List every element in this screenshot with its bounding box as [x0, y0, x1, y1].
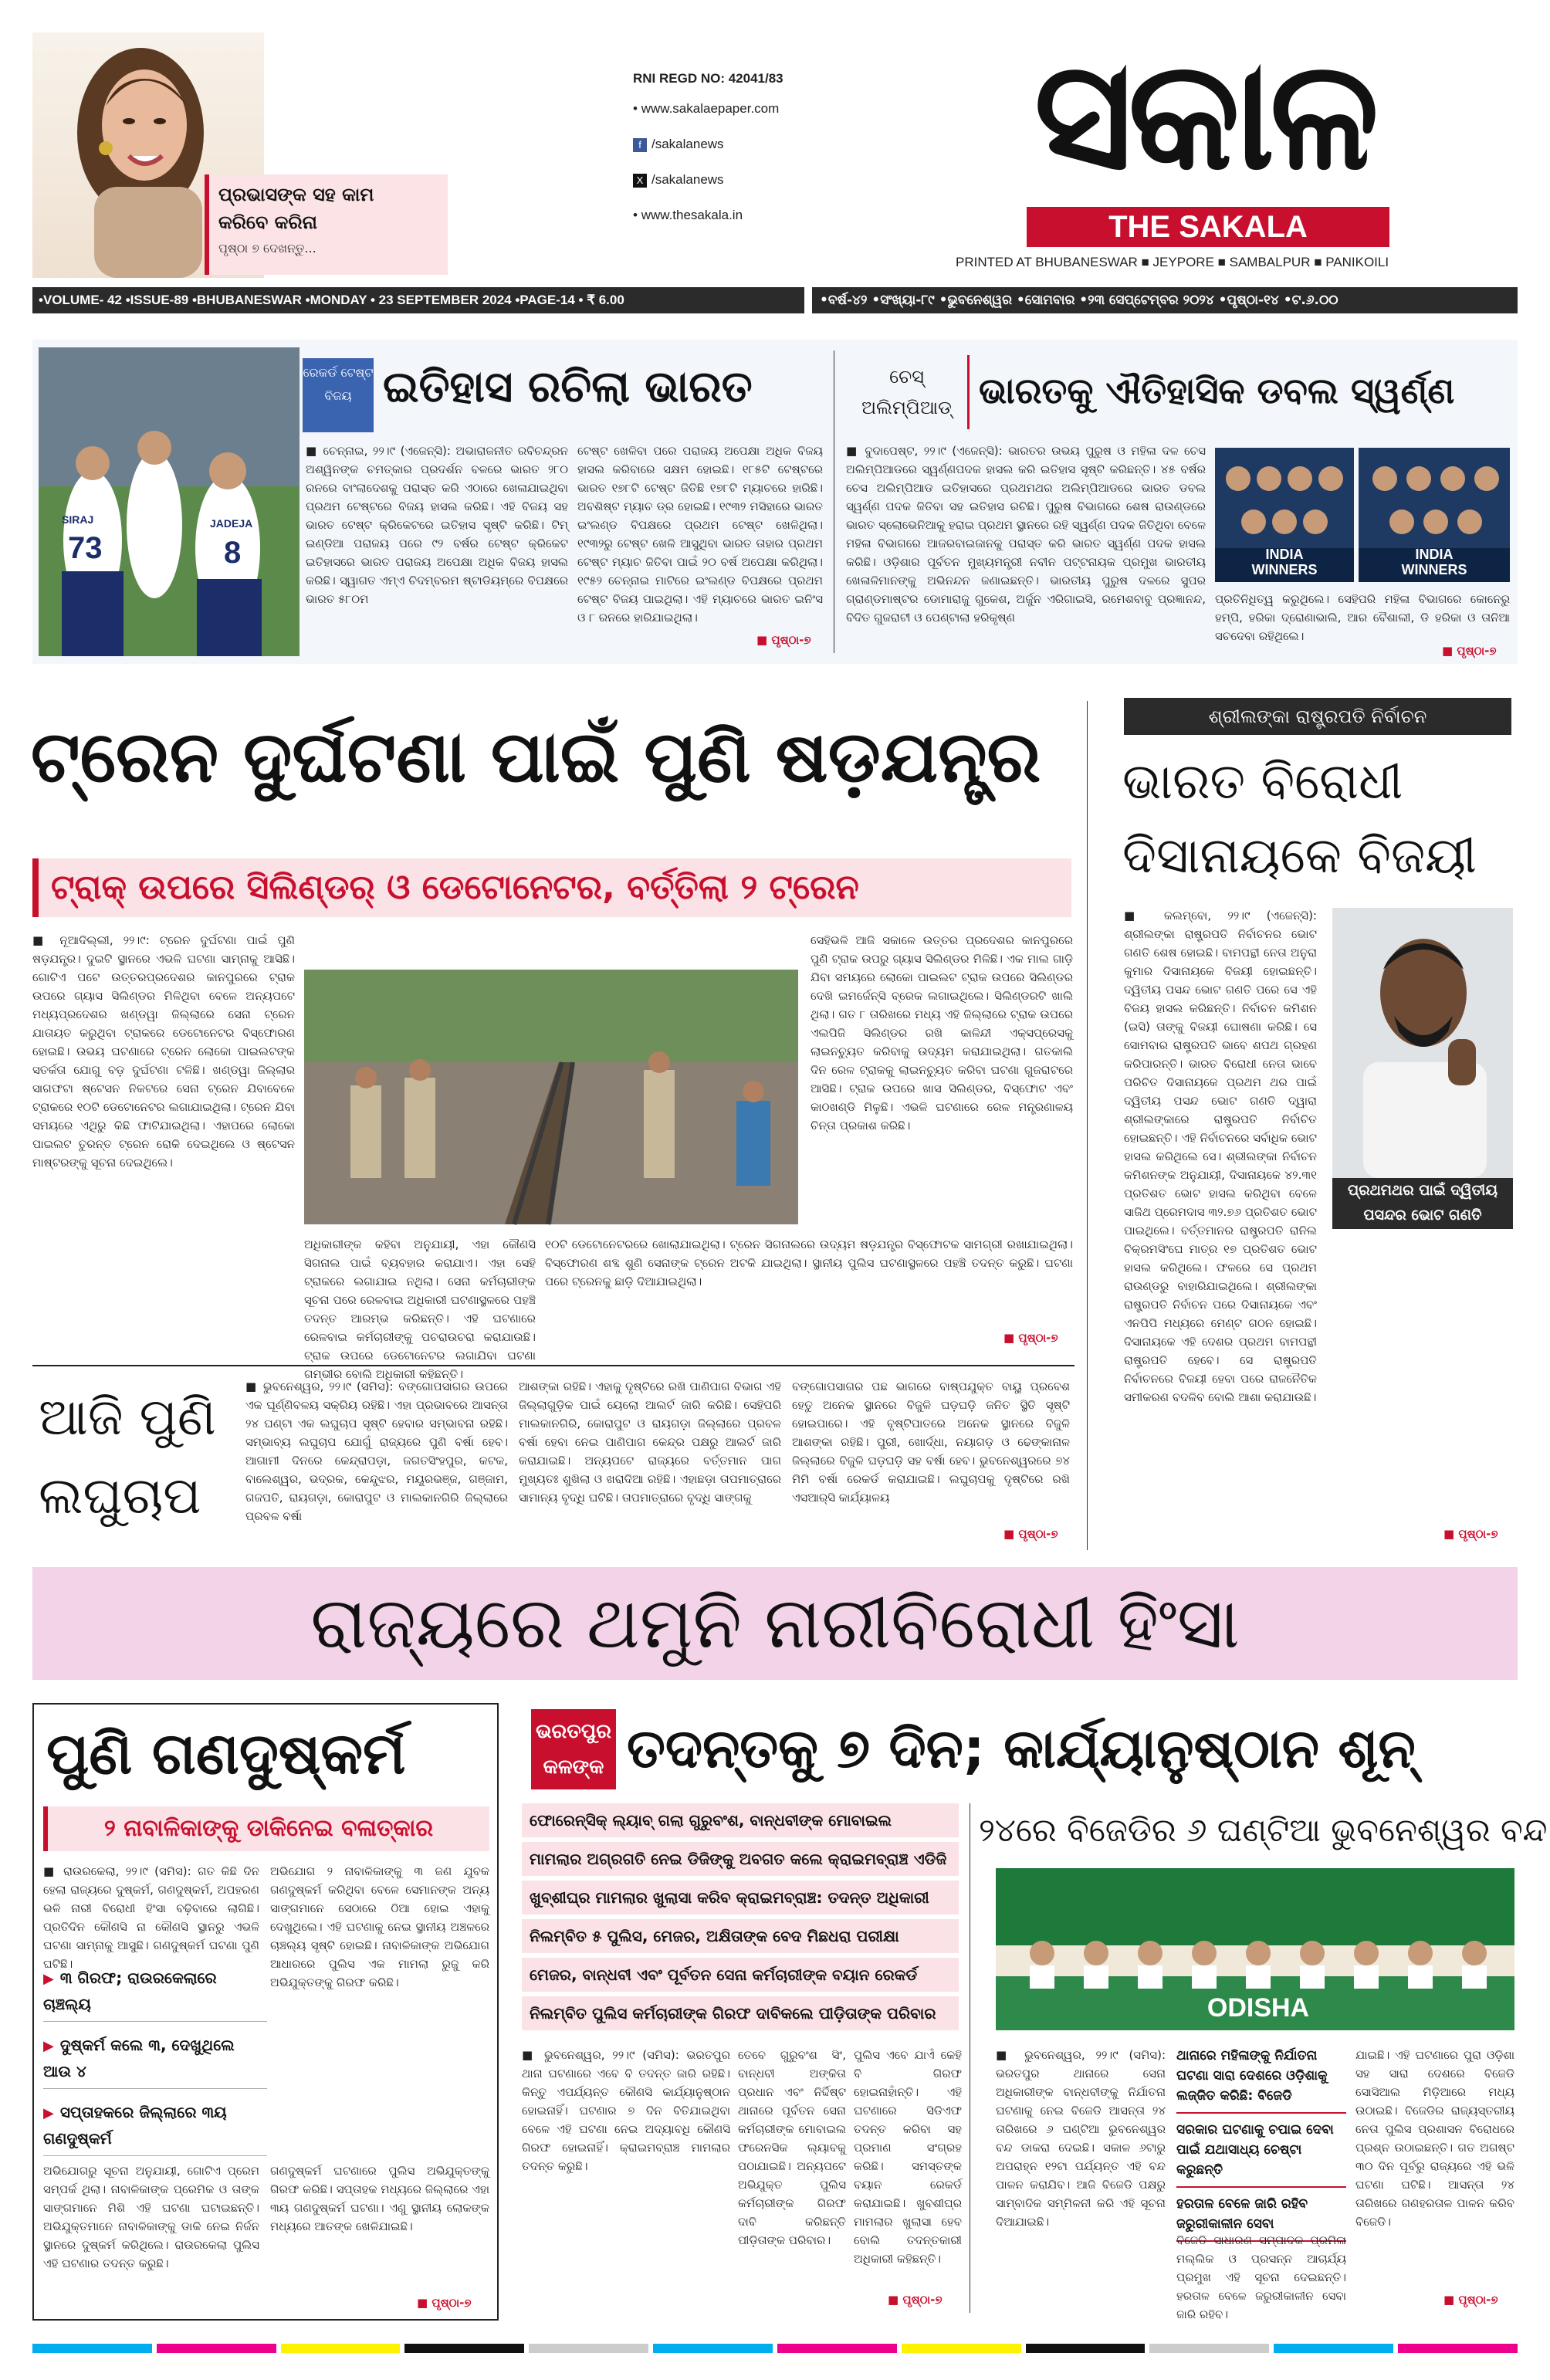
cricket-body-col1: ■ ଚେନ୍ନାଇ, ୨୨।୯ (ଏଜେନ୍ସି): ଅଭାରାଜନୀତ ରବିଚନ୍ଦ୍ରନ ଅଶ୍ୱିନଙ୍କ ଚମତ୍କାର ପ୍ରଦର୍ଶନ ବଳରେ ଭାରତ ୨୮୦ ରନରେ ବାଂଲାଦେଶକୁ ପରାସ୍ତ କରି ଏଠାରେ ଖେଳାଯାଇଥିବା ପ୍ରଥମ ଟେଷ୍ଟରେ ବିଜୟ ହାସଲ କରିଛି। ଏହି ବିଜୟ ସହ ଭାରତ ଟେଷ୍ଟ କ୍ରିକେଟରେ ଇତିହାସ ସୃଷ୍ଟି କରିଛି। ଟିମ୍ ଇଣ୍ଡିଆ ପରାଜୟ ପରେ ୯୨ ବର୍ଷର ଟେଷ୍ଟ କ୍ରିକେଟ ଇତିହାସରେ ଭାରତ ପରାଜୟ ଅପେକ୍ଷା ଅଧିକ ବିଜୟ ହାସଲ କରିଛି। ସ୍ୱାଗତ ଏମ୍‌ଏ ଚିଦମ୍ବରମ ଷ୍ଟାଡିୟମ୍‌ରେ ବିପକ୍ଷରେ ଭାରତ ୫୮୦ମ [306, 444, 568, 606]
srilanka-body: ■ କଲମ୍ବୋ, ୨୨।୯ (ଏଜେନ୍ସି): ଶ୍ରୀଲଙ୍କା ରାଷ୍ଟ୍ରପତି ନିର୍ବାଚନର ଭୋଟ ଗଣତି ଶେଷ ହୋଇଛି। ବାମପନ୍ଥୀ ନେତା ଅନୁରା କୁମାର ଦିସାନାୟକେ ବିଜୟୀ ହୋଇଛନ୍ତି। ଦ୍ୱିତୀୟ ପସନ୍ଦ ଭୋଟ ଗଣତି ପରେ ସେ ଏହି ବିଜୟ ହାସଲ କରିଛନ୍ତି। ନିର୍ବାଚନ କମିଶନ (ଇସି) ତାଙ୍କୁ ବିଜୟୀ ଘୋଷଣା କରିଛି। ସେ ସୋମବାର ରାଷ୍ଟ୍ରପତି ଭାବେ ଶପଥ ଗ୍ରହଣ କରିପାରନ୍ତି। ଭାରତ ବିରୋଧୀ ନେତା ଭାବେ ପରିଚିତ ଦିସାନାୟକେ ପ୍ରଥମ ଥର ପାଇଁ ଦ୍ୱିତୀୟ ପସନ୍ଦ ଭୋଟ ଗଣତି ଦ୍ୱାରା ଶ୍ରୀଲଙ୍କାରେ ରାଷ୍ଟ୍ରପତି ନିର୍ବାଚିତ ହୋଇଛନ୍ତି। ଏହି ନିର୍ବାଚନରେ ସର୍ବାଧିକ ଭୋଟ ହାସଲ କରିଥିଲେ ସେ। ଶ୍ରୀଲଙ୍କା ନିର୍ବାଚନ କମିଶନଙ୍କ ଅନୁଯାୟୀ, ଦିସାନାୟକେ ୪୨.୩୧ ପ୍ରତିଶତ ଭୋଟ ହାସଲ କରିଥିବା ବେଳେ ସାଜିଥ ପ୍ରେମଦାସ ୩୨.୭୬ ପ୍ରତିଶତ ଭୋଟ ପାଇଥିଲେ। ବର୍ତ୍ତମାନର ରାଷ୍ଟ୍ରପତି ରାନିଲ ବିକ୍ରମସିଂଘେ ମାତ୍ର ୧୭ ପ୍ରତିଶତ ଭୋଟ ହାସଲ କରିଥିଲେ। ଫଳରେ ସେ ପ୍ରଥମ ରାଉଣ୍ଡରୁ ବାହାରିଯାଇଥିଲେ। ଶ୍ରୀଲଙ୍କା ରାଷ୍ଟ୍ରପତି ନିର୍ବାଚନ ପରେ ଦିସାନାୟକେ ଏବଂ ଏନପିପି ମଧ୍ୟରେ ମେଣ୍ଟ ଗଠନ ହୋଇଛି। ଦିସାନାୟକେ ଏହି ଦେଶର ପ୍ରଥମ ବାମପନ୍ଥୀ ରାଷ୍ଟ୍ରପତି ହେବେ। ସେ ରାଷ୍ଟ୍ରପତି ନିର୍ବାଚନରେ ବିଜୟୀ ହେବା ପରେ ରାଜନୈତିକ ସମୀକରଣ ବଦଳିବ ବୋଲି ଆଶା କରାଯାଉଛି। [1124, 909, 1317, 1404]
bharatpur-col2: ତେବେ ଗୁରୁବଂଶ ସିଂ, ବାନ୍ଧବୀ ଅଙ୍କିତା ପ୍ରଧାନ ଏବଂ ନିର୍ଦ୍ଦିଷ୍ଟ ଥାନାରେ ପୂର୍ବତନ ସେନା କର୍ମଚାରୀଙ୍କ ମୋବାଇଲ ଫରେନସିକ ଲ୍ୟାବକୁ ପଠାଯାଇଛି। ଅନ୍ୟପଟେ ଅଭିଯୁକ୍ତ ପୁଲିସ କର୍ମଚାରୀଙ୍କ ଗିରଫ ଦାବି କରିଛନ୍ତି ପୀଡ଼ିତାଙ୍କ ପରିବାର। [738, 2048, 846, 2247]
promo-caption-box[interactable] [205, 174, 448, 275]
bjd-headline: ୨୪ରେ ବିଜେଡିର ୬ ଘଣ୍ଟିଆ ଭୁବନେଶ୍ୱର ବନ୍ଦ [979, 1811, 1548, 1849]
train-continued[interactable]: ■ ପୃଷ୍ଠା-୭ [1003, 1331, 1058, 1345]
gangrape-bullet-3: ▶ ସପ୍ତାହକରେ ଜିଲ୍ଲାରେ ୩ୟ ଗଣଦୁଷ୍କର୍ମ [43, 2100, 267, 2156]
chess-caption: ପ୍ରତିନିଧିତ୍ୱ କରୁଥିଲେ। ସେହିପରି ମହିଳା ବିଭାଗରେ କୋନେରୁ ହମ୍ପି, ହରିକା ଦ୍ରୋଣାଭାଲି, ଆର ବୈଶାଲୀ, ଡି ହରିକା ଓ ତାନିଆ ସଚଦେବା ରହିଥିଲେ। [1215, 592, 1510, 643]
bharatpur-col3: ପୁଲିସ ଏବେ ଯାଏଁ କେହି ବି ଗିରଫ ହୋଇନାହାଁନ୍ତି। ଏହି ଘଟଣାରେ ସିଡିଏଫ ତଦନ୍ତ କରିବା ସହ ପ୍ରମାଣ ସଂଗ୍ରହ କରିଛି। ସମସ୍ତଙ୍କ ବୟାନ ରେକର୍ଡ କରାଯାଇଛି। ଖୁବଶୀଘ୍ର ମାମଲାର ଖୁଲାସା ହେବ ବୋଲି ତଦନ୍ତକାରୀ ଅଧିକାରୀ କହିଛନ୍ତି। [854, 2048, 962, 2266]
dateline-bar-en [32, 287, 804, 313]
bjd-col2: ବିଜେଡି ସାଧାରଣ ସମ୍ପାଦକ ପ୍ରମିଳା ମଲ୍ଲିକ ଓ ପ୍ରସନ୍ନ ଆଚାର୍ଯ୍ୟ ପ୍ରମୁଖ ଏହି ସୂଚନା ଦେଇଛନ୍ତି। ହରତାଳ ବେଳେ ଜରୁରୀକାଳୀନ ସେବା ଜାରି ରହିବ। [1176, 2233, 1346, 2321]
promo-caption-2: କରିବେ କରିନା [218, 212, 317, 233]
dateline-en: •VOLUME- 42 •ISSUE-89 •BHUBANESWAR •MONDAY • 23 SEPTEMBER 2024 •PAGE-14 • ₹ 6.00 [39, 293, 624, 307]
gangrape-col-b1: ଅଭିଯୋଗରୁ ସୂଚନା ଅନୁଯାୟୀ, ଗୋଟିଏ ପ୍ରେମ ସମ୍ପର୍କ ଥିଲା। ନାବାଳିକାଙ୍କ ପ୍ରେମିକ ଓ ତାଙ୍କ ସାଙ୍ଗମାନେ ମିଶି ଏହି ଘଟଣା ଘଟାଇଛନ୍ତି। ଅଭିଯୁକ୍ତମାନେ ନାବାଳିକାଙ୍କୁ ଡାକି ନେଇ ନିର୍ଜନ ସ୍ଥାନରେ ଦୁଷ୍କର୍ମ କରିଥିଲେ। ରାଉରକେଲା ପୁଲିସ ଏହି ଘଟଣାର ତଦନ୍ତ କରୁଛି। [43, 2164, 259, 2270]
weather-top-rule [32, 1365, 1075, 1366]
train-headline: ଟ୍ରେନ ଦୁର୍ଘଟଣା ପାଇଁ ପୁଣି ଷଡ଼ଯନ୍ତ୍ର [31, 716, 1041, 798]
bharatpur-continued[interactable]: ■ ପୃଷ୍ଠା-୭ [888, 2293, 943, 2307]
train-col2: ଅଧିକାରୀଙ୍କ କହିବା ଅନୁଯାୟୀ, ଏହା କୌଣସି ସିଗନାଲ ପାଇଁ ବ୍ୟବହାର କରାଯାଏ। ଏହା ସେହି ଟ୍ରାକରେ ଲଗାଯାଇ ନଥିଲା। ସେନା କର୍ମଚାରୀଙ୍କ ସୂଚନା ପରେ ରେଳବାଇ ଅଧିକାରୀ ଘଟଣାସ୍ଥଳରେ ପହଞ୍ଚି ତଦନ୍ତ ଆରମ୍ଭ କରିଛନ୍ତି। ଏହି ଘଟଣାରେ ରେଳବାଇ କର୍ମଚାରୀଙ୍କୁ ପଚରାଉଚରା କରାଯାଉଛି। ଟ୍ରାକ ଉପରେ ଡେଟୋନେଟର ଲଗାଯିବା ଘଟଣା ଗମ୍ଭୀର ବୋଲି ଅଧିକାରୀ କହିଛନ୍ତି। [304, 1237, 536, 1381]
bharatpur-col1: ■ ଭୁବନେଶ୍ୱର, ୨୨।୯ (ସମିସ): ଭରତପୁର ଥାନା ଘଟଣାରେ ଏବେ ବି ତଦନ୍ତ ଜାରି ରହିଛି। କିନ୍ତୁ ଏପର୍ଯ୍ୟନ୍ତ କୌଣସି କାର୍ଯ୍ୟାନୁଷ୍ଠାନ ହୋଇନାହିଁ। ଘଟଣାର ୭ ଦିନ ବିତିଯାଇଥିବା ବେଳେ ଏହି ଘଟଣା ନେଇ ଅଦ୍ୟାବଧି କୌଣସି ଗିରଫ ହୋଇନାହିଁ। କ୍ରାଇମବ୍ରାଞ୍ଚ ମାମଲାର ତଦନ୍ତ କରୁଛି। [522, 2048, 730, 2173]
srilanka-tag: ଶ୍ରୀଲଙ୍କା ରାଷ୍ଟ୍ରପତି ନିର୍ବାଚନ [1124, 698, 1511, 735]
train-col1: ■ ନୂଆଦିଲ୍ଲୀ, ୨୨।୯: ଟ୍ରେନ ଦୁର୍ଘଟଣା ପାଇଁ ପୁଣି ଷଡ଼ଯନ୍ତ୍ର। ଦୁଇଟି ସ୍ଥାନରେ ଏଭଳି ଘଟଣା ସାମ୍ନାକୁ ଆସିଛି। ଗୋଟିଏ ପଟେ ଉତ୍ତରପ୍ରଦେଶର କାନପୁରରେ ଟ୍ରାକ ଉପରେ ଗ୍ୟାସ ସିଲିଣ୍ଡର ମିଳିଥିବା ବେଳେ ଅନ୍ୟପଟେ ମଧ୍ୟପ୍ରଦେଶର ଖଣ୍ଡୱା ଜିଲ୍ଲାରେ ସେନା ଟ୍ରେନ ଯାତାୟତ କରୁଥିବା ଟ୍ରାକରେ ଡେଟୋନେଟର ବିସ୍ଫୋରଣ ହୋଇଛି। ଉଭୟ ଘଟଣାରେ ଟ୍ରେନ ଲୋକୋ ପାଇଲଟଙ୍କ ସତର୍କତା ଯୋଗୁ ବଡ଼ ଦୁର୍ଘଟଣା ଟଳିଛି। ଖଣ୍ଡୱା ଜିଲ୍ଲାର ସାଗଫଟା ଷ୍ଟେସନ ନିକଟରେ ସେନା ଟ୍ରେନ ଯିବାବେଳେ ଟ୍ରାକରେ ୧୦ଟି ଡେଟୋନେଟର ଲଗାଯାଇଥିଲା। ଟ୍ରେନ ଯିବା ସମୟରେ ଏଥିରୁ କିଛି ଫାଟିଯାଇଥିଲା। ଏହାପରେ ଲୋକୋ ପାଇଲଟ ତୁରନ୍ତ ଟ୍ରେନ ରୋକି ଦେଇଥିଲେ ଓ ଷ୍ଟେସନ ମାଷ୍ଟରଙ୍କୁ ସୂଚନା ଦେଇଥିଲେ। [32, 933, 295, 1170]
jersey-jadeja-no: 8 [224, 536, 242, 570]
dateline-od: •ବର୍ଷ-୪୨ •ସଂଖ୍ୟା-୮୯ •ଭୁବନେଶ୍ୱର •ସୋମବାର •୨୩ ସେପ୍ଟେମ୍ବର ୨୦୨୪ •ପୃଷ୍ଠା-୧୪ •ଟ.୬.୦୦ [820, 293, 1338, 308]
bjd-continued[interactable]: ■ ପୃଷ୍ଠା-୭ [1443, 2293, 1498, 2307]
gangrape-bullets [43, 1965, 267, 2156]
srilanka-caption: ପ୍ରଥମଥର ପାଇଁ ଦ୍ୱିତୀୟ ପସନ୍ଦର ଭୋଟ ଗଣତି [1332, 1178, 1513, 1229]
masthead-info [633, 66, 834, 233]
gangrape-col2: ଅଭିଯୋଗ ୨ ନାବାଳିକାଙ୍କୁ ୩ ଜଣ ଯୁବକ ଗଣଦୁଷ୍କର୍ମ କରିଥିବା ବେଳେ ସେମାନଙ୍କ ଅନ୍ୟ ସାଙ୍ଗମାନେ ସେଠାରେ ଠିଆ ହୋଇ ଏହାକୁ ଦେଖୁଥିଲେ। ଏହି ଘଟଣାକୁ ନେଇ ସ୍ଥାନୀୟ ଅଞ୍ଚଳରେ ଚାଞ୍ଚଲ୍ୟ ସୃଷ୍ଟି ହୋଇଛି। ନାବାଳିକାଙ୍କ ଅଭିଯୋଗ ଆଧାରରେ ପୁଲିସ ଏକ ମାମଲା ରୁଜୁ କରି ଅଭିଯୁକ୍ତଙ୍କୁ ଗିରଫ କରିଛି। [270, 1864, 489, 1989]
right-column-divider [1087, 701, 1088, 1550]
triangle-icon: ▶ [43, 1971, 54, 1987]
bjd-photo[interactable] [996, 1868, 1514, 2030]
weather-headline-1: ଆଜି ପୁଣି [39, 1387, 216, 1447]
weather-col2: ଆଶଙ୍କା ରହିଛି। ଏହାକୁ ଦୃଷ୍ଟିରେ ରଖି ପାଣିପାଗ ବିଭାଗ ଏହି ଜିଲ୍ଲାଗୁଡ଼ିକ ପାଇଁ ୟେଲୋ ଆଲର୍ଟ ଜାରି କରିଛି। ସେହିପରି ମାଲକାନଗିରି, କୋରାପୁଟ ଓ ରାୟଗଡ଼ା ଜିଲ୍ଲାରେ ପ୍ରବଳ ବର୍ଷା ହେବା ନେଇ ପାଣିପାଗ କେନ୍ଦ୍ର ପକ୍ଷରୁ ଆଲର୍ଟ ଜାରି କରାଯାଇଛି। ଅନ୍ୟପଟେ ରାଜ୍ୟରେ ବର୍ତ୍ତମାନ ପାଗ ମୁଖ୍ୟତଃ ଶୁଖିଲା ଓ ଖରାଦିଆ ରହିଛି। ଏହାଛଡ଼ା ତାପମାତ୍ରାରେ ସାମାନ୍ୟ ବୃଦ୍ଧି ଘଟିଛି। ତାପମାତ୍ରାରେ ବୃଦ୍ଧି ସାଙ୍ଗକୁ [519, 1380, 781, 1505]
bjd-col1: ■ ଭୁବନେଶ୍ୱର, ୨୨।୯ (ସମିସ): ଭରତପୁର ଥାନାରେ ସେନା ଅଧିକାରୀଙ୍କ ବାନ୍ଧବୀଙ୍କୁ ନିର୍ଯାତନା ଘଟଣାକୁ ନେଇ ବିଜେଡି ଆସନ୍ତା ୨୪ ତାରିଖରେ ୬ ଘଣ୍ଟିଆ ଭୁବନେଶ୍ୱର ବନ୍ଦ ଡାକରା ଦେଇଛି। ସକାଳ ୬ଟାରୁ ଅପରାହ୍ନ ୧୨ଟା ପର୍ଯ୍ୟନ୍ତ ଏହି ବନ୍ଦ ପାଳନ କରାଯିବ। ଆଜି ବିଜେଡି ପକ୍ଷରୁ ସାମ୍ବାଦିକ ସମ୍ମିଳନୀ କରି ଏହି ସୂଚନା ଦିଆଯାଇଛି। [996, 2048, 1166, 2229]
chess-continued[interactable]: ■ ପୃଷ୍ଠା-୭ [1442, 644, 1497, 658]
x-icon: X [633, 174, 647, 188]
dissanayake-illustration [1332, 908, 1513, 1178]
srilanka-headline-2: ଦିସାନାୟକେ ବିଜୟୀ [1122, 828, 1477, 885]
gangrape-col1: ■ ରାଉରକେଲା, ୨୨।୯ (ସମିସ): ଗତ କିଛି ଦିନ ହେଲା ରାଜ୍ୟରେ ଦୁଷ୍କର୍ମ, ଗଣଦୁଷ୍କର୍ମ, ଅପହରଣ ଭଳି ନାରୀ ବିରୋଧୀ ହିଂସା ବଢ଼ିବାରେ ଲାଗିଛି। ପ୍ରତିଦିନ କୌଣସି ନା କୌଣସି ସ୍ଥାନରୁ ଏଭଳି ଘଟଣା ସାମ୍ନାକୁ ଆସୁଛି। ଗଣଦୁଷ୍କର୍ମ ଘଟଣା ପୁଣି ଘଟିଛି। [43, 1864, 259, 1971]
cricket-photo[interactable] [39, 347, 300, 656]
gangrape-subhead: ୨ ନାବାଳିକାଙ୍କୁ ଡାକିନେଇ ବଳାତ୍କାର [43, 1806, 489, 1851]
bharatpur-tag: ଭରତପୁର କଳଙ୍କ [531, 1709, 616, 1789]
rni-number: RNI REGD NO: 42041/83 [633, 71, 783, 86]
logo[interactable] [895, 28, 1513, 216]
dateline-bar-od [812, 287, 1518, 313]
bharatpur-bullet-5: ମେଜର, ବାନ୍ଧବୀ ଏବଂ ପୂର୍ବତନ ସେନା କର୍ମଚାରୀଙ୍କ ବୟାନ ରେକର୍ଡ [522, 1958, 959, 1992]
logo-english: THE SAKALA [1027, 207, 1389, 247]
cricket-team-illustration [39, 347, 300, 656]
gangrape-continued[interactable]: ■ ପୃଷ୍ଠା-୭ [417, 2296, 472, 2310]
weather-col1: ■ ଭୁବନେଶ୍ୱର, ୨୨।୯ (ସମିସ): ବଙ୍ଗୋପସାଗର ଉପରେ ଏକ ଘୂର୍ଣ୍ଣିବଳୟ ସକ୍ରିୟ ରହିଛି। ଏହା ପ୍ରଭାବରେ ଆସନ୍ତା ୨୪ ଘଣ୍ଟା ଏକ ଲଘୁଚାପ ସୃଷ୍ଟି ହେବାର ସମ୍ଭାବନା ରହିଛି। ସମ୍ଭାବ୍ୟ ଲଘୁଚାପ ଯୋଗୁଁ ରାଜ୍ୟରେ ପୁଣି ବର୍ଷା ହେବ। ଆଗାମୀ ଦିନରେ କେନ୍ଦ୍ରାପଡ଼ା, ଜଗତସିଂହପୁର, କଟକ, ବାଲେଶ୍ୱର, ଭଦ୍ରକ, କେନ୍ଦୁଝର, ମୟୂରଭଞ୍ଜ, ଗଞ୍ଜାମ, ଗଜପତି, ରାୟଗଡ଼ା, କୋରାପୁଟ ଓ ମାଲକାନଗିରି ଜିଲ୍ଲାରେ ପ୍ରବଳ ବର୍ଷା [245, 1380, 508, 1523]
cricket-headline: ଇତିହାସ ରଚିଲା ଭାରତ [383, 362, 753, 412]
website-link[interactable]: • www.sakalaepaper.com [633, 101, 780, 116]
bharatpur-bullet-4: ନିଲମ୍ବିତ ୫ ପୁଲିସ, ମେଜର, ଅକ୍ଷିତାଙ୍କ ବେଦ ମିଛଧରା ପରୀକ୍ଷା [522, 1919, 959, 1953]
gangrape-bullet-2: ▶ ଦୁଷ୍କର୍ମ କଲେ ୩, ଦେଖୁଥିଲେ ଆଉ ୪ [43, 2033, 267, 2089]
bjd-quotes [1176, 2046, 1346, 2242]
print-registration-strip [32, 2344, 1518, 2353]
website-link-2[interactable]: • www.thesakala.in [633, 208, 743, 222]
chess-photo-women[interactable] [1359, 448, 1510, 582]
train-subhead: ଟ୍ରାକ୍ ଉପରେ ସିଲିଣ୍ଡର୍ ଓ ଡେଟୋନେଟର, ବର୍ତ୍ତିଲା ୨ ଟ୍ରେନ [32, 858, 1071, 917]
jersey-jadeja: JADEJA [210, 517, 253, 530]
weather-headline-2: ଲଘୁଚାପ [39, 1466, 201, 1525]
gangrape-col-b2: ଗଣଦୁଷ୍କର୍ମ ଘଟଣାରେ ପୁଲିସ ଅଭିଯୁକ୍ତଙ୍କୁ ଗିରଫ କରିଛି। ସପ୍ତାହକ ମଧ୍ୟରେ ଜିଲ୍ଲାରେ ଏହା ୩ୟ ଗଣଦୁଷ୍କର୍ମ ଘଟଣା। ଏଣୁ ସ୍ଥାନୀୟ ଲୋକଙ୍କ ମଧ୍ୟରେ ଆତଙ୍କ ଖେଳିଯାଇଛି। [270, 2164, 489, 2233]
triangle-icon: ▶ [43, 2105, 54, 2121]
bharatpur-bullet-1: ଫୋରେନ୍‌ସିକ୍ ଲ୍ୟାବ୍ ଗଲା ଗୁରୁବଂଶ, ବାନ୍ଧବୀଙ୍କ ମୋବାଇଲ [522, 1803, 959, 1837]
x-link[interactable]: X /sakalanews [633, 162, 834, 198]
promo-page-ref: ପୃଷ୍ଠା ୭ ଦେଖନ୍ତୁ... [218, 241, 316, 256]
bharatpur-bullets [522, 1803, 959, 2030]
train-photo[interactable] [304, 970, 798, 1224]
srilanka-continued[interactable]: ■ ପୃଷ୍ଠା-୭ [1443, 1527, 1498, 1541]
gangrape-headline: ପୁଣି ଗଣଦୁଷ୍କର୍ମ [46, 1721, 406, 1787]
promo-caption-1: ପ୍ରଭାସଙ୍କ ସହ କାମ [218, 184, 374, 205]
weather-col3: ବଙ୍ଗୋପସାଗର ପଛ ଭାଗରେ ବାଷ୍ପଯୁକ୍ତ ବାୟୁ ପ୍ରବେଶ ହେତୁ ଅନେକ ସ୍ଥାନରେ ବିଜୁଳି ଘଡ଼ଘଡ଼ି ଜନିତ ସ୍ଥିତି ସୃଷ୍ଟି ହୋଇପାରେ। ଏହି ବୃଷ୍ଟିପାତରେ ଅନେକ ସ୍ଥାନରେ ବିଜୁଳି ଆଶଙ୍କା ରହିଛି। ପୁରୀ, ଖୋର୍ଦ୍ଧା, ନୟାଗଡ଼ ଓ ଢେଙ୍କାନାଳ ଜିଲ୍ଲାରେ ବିଜୁଳି ଘଡ଼ଘଡ଼ି ସହ ବର୍ଷା ହେବ। ଭୁବନେଶ୍ୱରରେ ୭୪ ମିମି ବର୍ଷା ରେକର୍ଡ କରାଯାଇଛି। ଲଘୁଚାପକୁ ଦୃଷ୍ଟିରେ ରଖି ଏସଆର୍‌ସି କାର୍ଯ୍ୟାଳୟ [792, 1380, 1070, 1505]
bjd-col3: ଯାଇଛି। ଏହି ଘଟଣାରେ ପୁରା ଓଡ଼ିଶା ସହ ସାରା ଦେଶରେ ବିଜେଡି ସୋସିଆଲ ମିଡ଼ିଆରେ ମଧ୍ୟ ଉଠାଇଛି। ବିଜେଡିର ରାଜ୍ୟସ୍ତରୀୟ ନେତା ପୁଲିସ ପ୍ରଶାସନ ବିରୋଧରେ ପ୍ରଶ୍ନ ଉଠାଇଛନ୍ତି। ଗତ ଅଗଷ୍ଟ ୩୦ ଦିନ ପୂର୍ବରୁ ରାଜ୍ୟରେ ଏହି ଭଳି ଘଟଣା ଘଟିଛି। ଆସନ୍ତା ୨୪ ତାରିଖରେ ଗଣହରତାଳ ପାଳନ କରିବ ବିଜେଡି। [1355, 2048, 1514, 2229]
logo-odia: ସକାଳ [1034, 28, 1375, 204]
bharatpur-bullet-6: ନିଲମ୍ବିତ ପୁଲିସ କର୍ମଚାରୀଙ୍କ ଗିରଫ ଦାବିକଲେ ପୀଡ଼ିତାଙ୍କ ପରିବାର [522, 1996, 959, 2030]
chess-body: ■ ବୁଦାପେଷ୍ଟ, ୨୨।୯ (ଏଜେନ୍ସି): ଭାରତର ଉଭୟ ପୁରୁଷ ଓ ମହିଳା ଦଳ ଚେସ ଅଲିମ୍ପିଆଡରେ ସ୍ୱର୍ଣ୍ଣପଦକ ହାସଲ କରି ଇତିହାସ ସୃଷ୍ଟି କରିଛନ୍ତି। ୪୫ ବର୍ଷର ଚେସ ଅଲିମ୍ପିଆଡ ଇତିହାସରେ ପ୍ରଥମଥର ଅଲିମ୍ପିଆଡରେ ଭାରତ ଡବଲ ସ୍ୱର୍ଣ୍ଣ ପଦକ ଜିତିବା ସହ ଇତିହାସ ରଚିଛି। ପୁରୁଷ ବିଭାଗରେ ଶେଷ ରାଉଣ୍ଡରେ ଭାରତ ସ୍ଲୋଭେନିଆକୁ ହରାଇ ପ୍ରଥମ ସ୍ଥାନରେ ରହି ସ୍ୱର୍ଣ୍ଣ ପଦକ ଜିତିଥିବା ବେଳେ ମହିଳା ବିଭାଗରେ ଆଜରବାଇଜାନକୁ ପରାସ୍ତ କରି ଭାରତ ସ୍ୱର୍ଣ୍ଣ ପଦକ ହାସଲ କରିଛି। ଓଡ଼ିଶାର ପୂର୍ବତନ ମୁଖ୍ୟମନ୍ତ୍ରୀ ନବୀନ ପଟ୍ଟନାୟକ ପ୍ରମୁଖ ଭାରତୀୟ ଖେଳାଳିମାନଙ୍କୁ ଅଭିନନ୍ଦନ ଜଣାଇଛନ୍ତି। ଭାରତୀୟ ପୁରୁଷ ଦଳରେ ସୁପର ଗ୍ରାଣ୍ଡମାଷ୍ଟର ଡୋମାରାଜୁ ଗୁକେଶ, ଅର୍ଜୁନ ଏରିଗାଇସି, ରମେଶବାବୁ ପ୍ରଜ୍ଞାନନ୍ଦ, ବିଦିତ ଗୁଜରାଟୀ ଓ ପେଣ୍ଟାଲା ହରିକୃଷ୍ଣ [846, 444, 1206, 625]
chess-headline: ଭାରତକୁ ଐତିହାସିକ ଡବଲ ସ୍ୱର୍ଣ୍ଣ [979, 370, 1455, 411]
chess-badge-1: INDIA WINNERS [1251, 547, 1318, 577]
gangrape-bullet-1: ▶ ୩ ଗିରଫ; ରାଉରକେଲାରେ ଚାଞ୍ଚଲ୍ୟ [43, 1965, 267, 2022]
chess-tag: ଚେସ୍ ଅଲିମ୍ପିଆଡ୍ [846, 355, 970, 429]
bjd-quote-3: ହରତାଳ ବେଳେ ଜାରି ରହିବ ଜରୁରୀକାଳୀନ ସେବା [1176, 2194, 1346, 2242]
jersey-siraj-no: 73 [68, 531, 103, 565]
chess-photo-men[interactable] [1215, 448, 1354, 582]
facebook-link[interactable]: f /sakalanews [633, 127, 834, 162]
globe-icon: • [633, 208, 641, 222]
facebook-icon: f [633, 138, 647, 152]
cricket-tag: ରେକର୍ଡ ଟେଷ୍ଟ ବିଜୟ [303, 358, 374, 432]
cricket-body-col2: ଟେଷ୍ଟ ଖେଳିବା ପରେ ପରାଜୟ ଅପେକ୍ଷା ଅଧିକ ବିଜୟ ହାସଲ କରିବାରେ ସକ୍ଷମ ହୋଇଛି। ୧୮୫ଟି ଟେଷ୍ଟରେ ଭାରତ ୧୭୮ଟି ଟେଷ୍ଟ ଜିତିଛି ୧୭୮ଟି ମ୍ୟାଚରେ ହାରିଛି। ଅବଶିଷ୍ଟ ମ୍ୟାଚ ଡ୍ର ହୋଇଛି। ୧୯୩୨ ମସିହାରେ ଭାରତ ଇଂଲଣ୍ଡ ବିପକ୍ଷରେ ପ୍ରଥମ ଟେଷ୍ଟ ଖେଳିଥିଲା। ୧୯୩୨ରୁ ଟେଷ୍ଟ ଖେଳି ଆସୁଥିବା ଭାରତ ତାହାର ପ୍ରଥମ ଟେଷ୍ଟ ମ୍ୟାଚ ଜିତିବା ପାଇଁ ୨୦ ବର୍ଷ ଅପେକ୍ଷା କରିଥିଲା। ୧୯୫୨ ଚେନ୍ନାଇ ମାଟିରେ ଇଂଲଣ୍ଡ ବିପକ୍ଷରେ ପ୍ରଥମ ଟେଷ୍ଟ ବିଜୟ ପାଇଥିଲା। ଏହି ମ୍ୟାଚରେ ଭାରତ ଇନିଂସ ଓ ୮ ରନରେ ହାରିଯାଇଥିଲା। [577, 444, 823, 625]
cricket-continued[interactable]: ■ ପୃଷ୍ଠା-୭ [756, 633, 811, 647]
bjd-quote-2: ସରକାର ଘଟଣାକୁ ଚପାଇ ଦେବା ପାଇଁ ଯଥାସାଧ୍ୟ ଚେଷ୍ଟା କରୁଛନ୍ତି [1176, 2120, 1346, 2188]
train-col4: ୧୦ଟି ଡେଟୋନେଟରରେ ଖୋଲାଯାଇଥିଲା। ଟ୍ରେନ ସିଗନାଲରେ ଉଦ୍ୟମ ଷଡ଼ଯନ୍ତ୍ର ବିସ୍ଫୋଟକ ସାମଗ୍ରୀ ରଖାଯାଇଥିଲା। ବିସ୍ଫୋରଣ ଶବ୍ଦ ଶୁଣି ସେନାଙ୍କ ଟ୍ରେନ ଅଟକି ଯାଇଥିଲା। ସ୍ଥାନୀୟ ପୁଲିସ ଘଟଣାସ୍ଥଳରେ ପହଞ୍ଚି ତଦନ୍ତ କରୁଛି। ଘଟଣା ପରେ ଟ୍ରେନକୁ ଛାଡ଼ି ଦିଆଯାଇଥିଲା। [545, 1237, 1073, 1288]
bharatpur-bullet-3: ଖୁବ୍‌ଶୀଘ୍ର ମାମଲାର ଖୁଲାସା କରିବ କ୍ରାଇମବ୍ରାଞ୍ଚ: ତଦନ୍ତ ଅଧିକାରୀ [522, 1881, 959, 1914]
srilanka-photo[interactable] [1332, 908, 1513, 1178]
globe-icon: • [633, 101, 641, 116]
bjd-banner-text: ODISHA [1206, 1993, 1310, 2023]
weather-continued[interactable]: ■ ପୃଷ୍ଠା-୭ [1003, 1527, 1058, 1541]
bharatpur-bullet-2: ମାମଲାର ଅଗ୍ରଗତି ନେଇ ଡିଜିଙ୍କୁ ଅବଗତ କଲେ କ୍ରାଇମବ୍ରାଞ୍ଚ ଏଡିଜି [522, 1842, 959, 1876]
jersey-siraj: SIRAJ [62, 513, 94, 526]
triangle-icon: ▶ [43, 2038, 54, 2054]
bharatpur-headline: ତଦନ୍ତକୁ ୭ ଦିନ; କାର୍ଯ୍ୟାନୁଷ୍ଠାନ ଶୂନ୍ [627, 1717, 1416, 1780]
bjd-quote-1: ଥାନାରେ ମହିଳାଙ୍କୁ ନିର୍ଯାତନା ଘଟଣା ସାରା ଦେଶରେ ଓଡ଼ିଶାକୁ ଲଜ୍ଜିତ କରିଛି: ବିଜେଡି [1176, 2046, 1346, 2114]
railway-track-illustration [304, 970, 798, 1224]
srilanka-headline-1: ଭାରତ ବିରୋଧୀ [1122, 753, 1403, 811]
chess-badge-2: INDIA WINNERS [1401, 547, 1467, 577]
section-banner: ରାଜ୍ୟରେ ଥମୁନି ନାରୀବିରୋଧୀ ହିଂସା [32, 1567, 1518, 1680]
train-col3: ସେହିଭଳି ଆଜି ସକାଳେ ଉତ୍ତର ପ୍ରଦେଶର କାନପୁରରେ ପୁଣି ଟ୍ରାକ ଉପରୁ ଗ୍ୟାସ ସିଲିଣ୍ଡର ମିଳିଛି। ଏକ ମାଲ ଗାଡ଼ି ଯିବା ସମୟରେ ଲୋକୋ ପାଇଲଟ ଟ୍ରାକ ଉପରେ ସିଲିଣ୍ଡର ଦେଖି ଇମର୍ଜେନ୍ସି ବ୍ରେକ ଲଗାଇଥିଲେ। ସିଲିଣ୍ଡରଟି ଖାଲି ଥିଲା। ଗତ ୮ ତାରିଖରେ ମଧ୍ୟ ଏହି ଜିଲ୍ଲାରେ ଟ୍ରାକ ଉପରେ ଏଲପିଜି ସିଲିଣ୍ଡର ରଖି କାଳିନ୍ଦୀ ଏକ୍ସପ୍ରେସକୁ ଲାଇନଚ୍ୟୁତ କରିବାକୁ ଉଦ୍ୟମ କରାଯାଇଥିଲା। ଗତକାଲି ଦିନ ରେଳ ଟ୍ରାକକୁ ଲାଇନଚ୍ୟୁତ କରିବା ଘଟଣା ଗୁଜରାଟରେ ଆସିଛି। ଟ୍ରାକ ଉପରେ ଖାସ ସିଲିଣ୍ଡର, ବିସ୍ଫୋଟ ଏବଂ କାଠଖଣ୍ଡି ମିଳୁଛି। ଏଭଳି ଘଟଣାରେ ରେଳ ମନ୍ତ୍ରଣାଳୟ ଚିନ୍ତା ପ୍ରକାଶ କରିଛି। [811, 933, 1073, 1132]
printed-at: PRINTED AT BHUBANESWAR ■ JEYPORE ■ SAMBALPUR ■ PANIKOILI [956, 255, 1389, 269]
